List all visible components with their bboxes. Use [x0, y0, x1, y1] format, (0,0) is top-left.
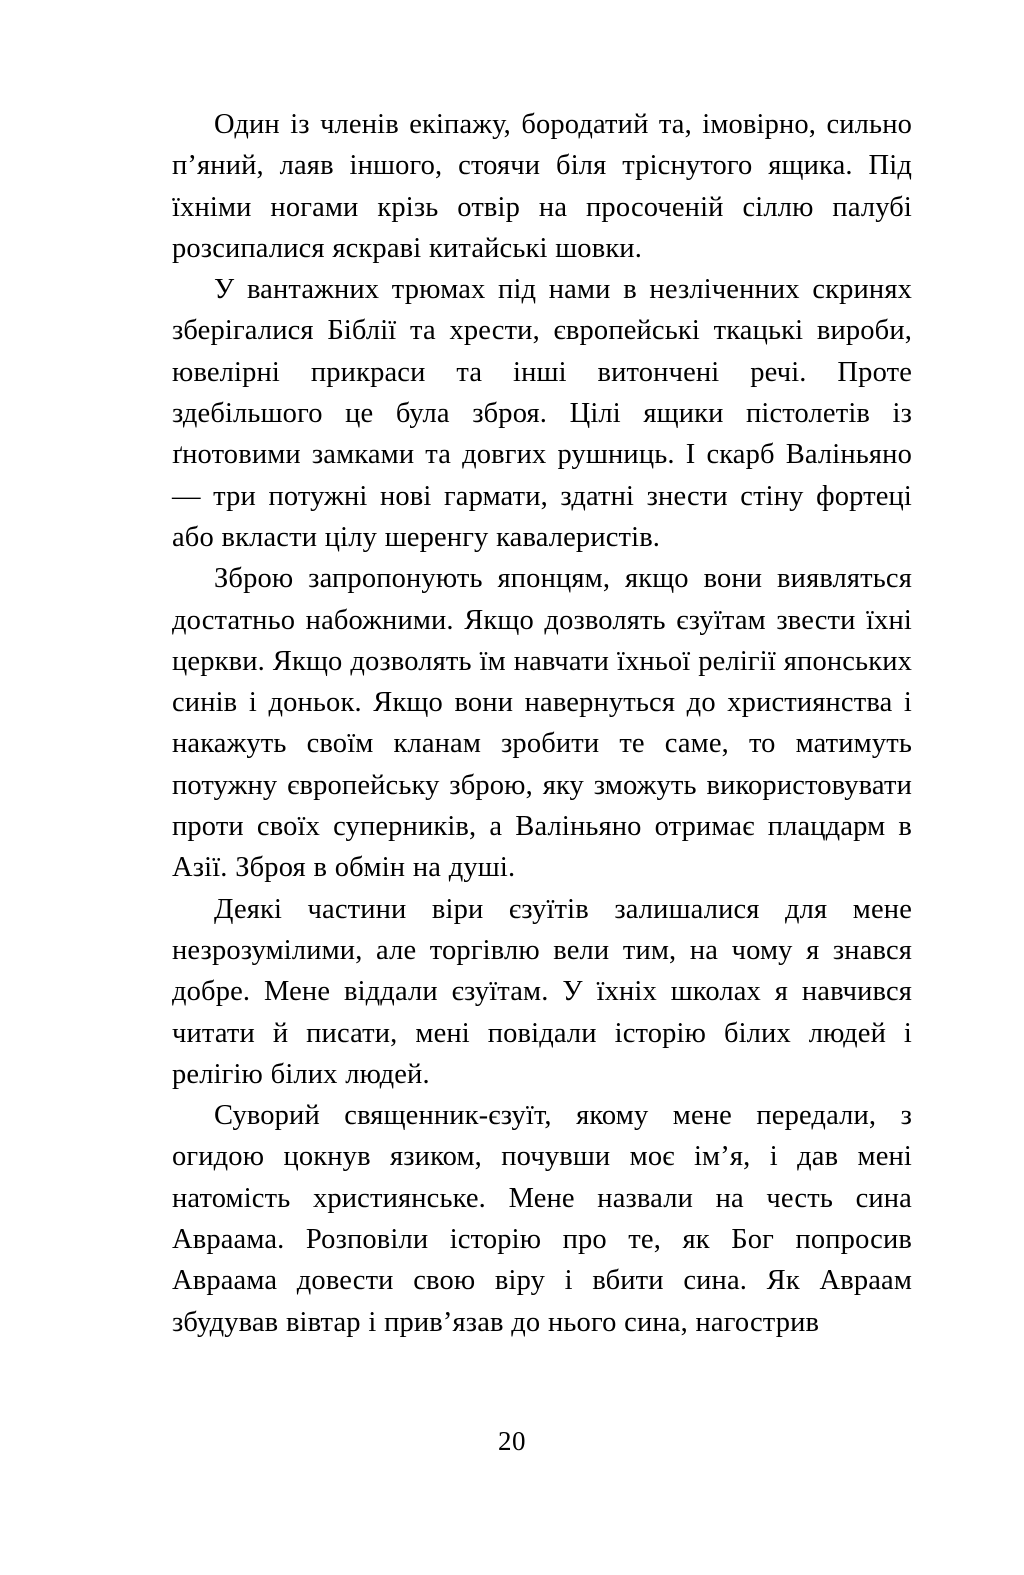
paragraph: У вантажних трюмах під нами в незліченних скринях зберігалися Біблії та хрести, європейські ткацькі вироби, ювелірні прикраси та інші витончені речі. Проте здебільшого це була зброя. Цілі ящики пістолетів із ґнотовими замками та довгих рушниць. І скарб Валіньяно — три потужні нові гармати, здатні знести стіну фортеці або вкласти цілу шеренгу кавалеристів.: [172, 274, 912, 553]
page-number: 20: [498, 1426, 526, 1456]
paragraph: Один із членів екіпажу, бородатий та, імовірно, сильно п’яний, лаяв іншого, стоячи біля тріснутого ящика. Під їхніми ногами крізь отвір на просоченій сіллю палубі розсипалися яскраві китайські шовки.: [172, 109, 912, 264]
paragraph: Суворий священник-єзуїт, якому мене передали, з огидою цокнув язиком, почувши моє ім’я, і дав мені натомість християнське. Мене назвали на честь сина Авраама. Розповіли історію про те, як Бог попросив Авраама довести свою віру і вбити сина. Як Авраам збудував вівтар і прив’язав до нього сина, нагострив: [172, 1100, 912, 1338]
page-text-block: [172, 104, 912, 1343]
paragraph: Зброю запропонують японцям, якщо вони виявляться достатньо набожними. Якщо дозволять єзуїтам звести їхні церкви. Якщо дозволять їм навчати їхньої релігії японських синів і доньок. Якщо вони навернуться до християнства і накажуть своїм кланам зробити те саме, то матимуть потужну європейську зброю, яку зможуть використовувати проти своїх суперників, а Валіньяно отримає плацдарм в Азії. Зброя в обмін на душі.: [172, 563, 912, 884]
paragraph: Деякі частини віри єзуїтів залишалися для мене незрозумілими, але торгівлю вели тим, на чому я знався добре. Мене віддали єзуїтам. У їхніх школах я навчився читати й писати, мені повідали історію білих людей і релігію білих людей.: [172, 893, 912, 1090]
